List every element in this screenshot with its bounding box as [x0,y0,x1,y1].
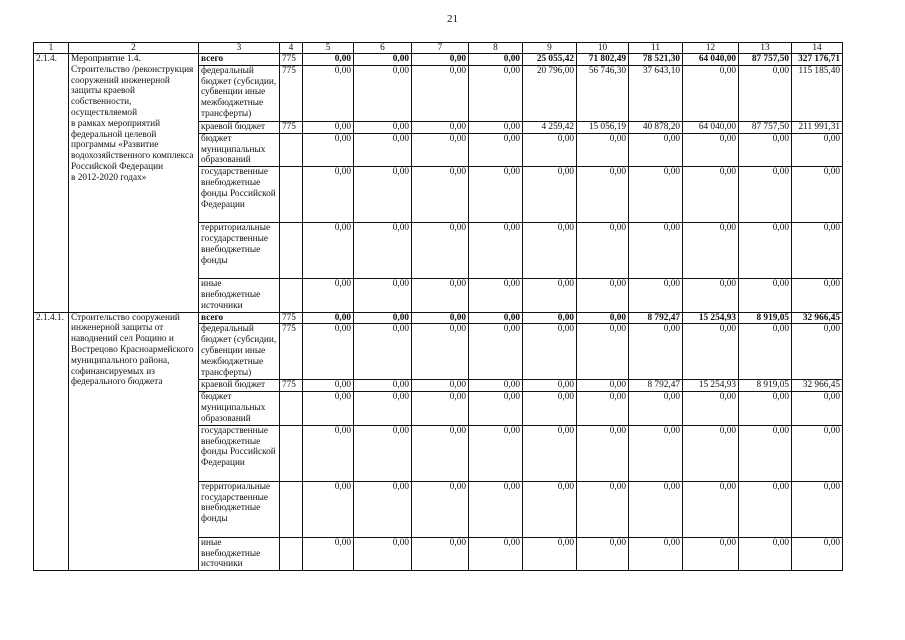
amount-cell: 0,00 [792,133,843,166]
amount-cell: 0,00 [739,425,792,481]
amount-cell: 0,00 [303,121,354,133]
amount-cell: 0,00 [469,54,523,66]
amount-cell: 0,00 [629,167,683,223]
column-number: 13 [739,43,792,54]
amount-cell: 211 991,31 [792,121,843,133]
funding-source: бюджет муниципальных образований [199,392,280,425]
amount-cell: 25 055,42 [523,54,577,66]
grbs-code [280,392,303,425]
amount-cell: 0,00 [792,167,843,223]
amount-cell: 0,00 [577,425,629,481]
amount-cell: 0,00 [303,425,354,481]
amount-cell: 0,00 [303,481,354,537]
amount-cell: 0,00 [469,324,523,380]
amount-cell: 0,00 [469,380,523,392]
amount-cell: 0,00 [303,312,354,324]
amount-cell: 87 757,50 [739,54,792,66]
amount-cell: 0,00 [469,425,523,481]
funding-source: всего [199,54,280,66]
amount-cell: 0,00 [412,223,469,279]
page-number: 21 [447,13,458,25]
amount-cell: 0,00 [523,133,577,166]
funding-source: государственные внебюджетные фонды Российской Федерации [199,167,280,223]
amount-cell: 0,00 [469,312,523,324]
amount-cell: 0,00 [354,425,412,481]
amount-cell: 71 802,49 [577,54,629,66]
amount-cell: 0,00 [354,324,412,380]
amount-cell: 0,00 [629,324,683,380]
amount-cell: 0,00 [683,223,739,279]
amount-cell: 0,00 [577,133,629,166]
funding-source: бюджет муниципальных образований [199,133,280,166]
amount-cell: 0,00 [683,279,739,312]
amount-cell: 0,00 [412,425,469,481]
amount-cell: 0,00 [303,65,354,121]
amount-cell: 0,00 [792,537,843,570]
table-row [34,312,843,324]
amount-cell: 0,00 [577,312,629,324]
amount-cell: 0,00 [412,312,469,324]
grbs-code [280,133,303,166]
amount-cell: 0,00 [354,54,412,66]
amount-cell: 0,00 [523,380,577,392]
grbs-code [280,425,303,481]
amount-cell: 327 176,71 [792,54,843,66]
amount-cell: 0,00 [469,133,523,166]
amount-cell: 0,00 [577,324,629,380]
amount-cell: 8 792,47 [629,380,683,392]
amount-cell: 0,00 [739,481,792,537]
amount-cell: 64 040,00 [683,54,739,66]
amount-cell: 0,00 [629,133,683,166]
amount-cell: 0,00 [683,133,739,166]
amount-cell: 37 643,10 [629,65,683,121]
amount-cell: 0,00 [469,481,523,537]
column-number: 11 [629,43,683,54]
amount-cell: 0,00 [354,223,412,279]
amount-cell: 8 919,05 [739,312,792,324]
amount-cell: 0,00 [354,167,412,223]
amount-cell: 0,00 [412,54,469,66]
amount-cell: 0,00 [303,392,354,425]
grbs-code: 775 [280,312,303,324]
column-number: 1 [34,43,69,54]
table-row [34,54,843,66]
item-code: 2.1.4.1. [34,312,69,571]
item-description: Строительство сооружений инженерной защиты от наводнений сел Рощино и Вострецово Красноармейского муниципального района, софинансируемых из федерального бюджета [69,312,199,571]
header-row [34,43,843,54]
amount-cell: 0,00 [683,65,739,121]
grbs-code [280,223,303,279]
item-code: 2.1.4. [34,54,69,313]
amount-cell: 0,00 [303,537,354,570]
column-number: 12 [683,43,739,54]
amount-cell: 0,00 [469,167,523,223]
amount-cell: 0,00 [523,223,577,279]
amount-cell: 115 185,40 [792,65,843,121]
amount-cell: 0,00 [354,65,412,121]
grbs-code [280,537,303,570]
amount-cell: 0,00 [577,380,629,392]
amount-cell: 0,00 [412,167,469,223]
amount-cell: 0,00 [523,279,577,312]
amount-cell: 0,00 [303,223,354,279]
amount-cell: 0,00 [629,392,683,425]
grbs-code: 775 [280,65,303,121]
amount-cell: 0,00 [523,392,577,425]
funding-source: федеральный бюджет (субсидии, субвенции иные межбюджетные трансферты) [199,324,280,380]
amount-cell: 20 796,00 [523,65,577,121]
amount-cell: 56 746,30 [577,65,629,121]
amount-cell: 0,00 [792,392,843,425]
amount-cell: 0,00 [354,312,412,324]
amount-cell: 0,00 [683,392,739,425]
amount-cell: 40 878,20 [629,121,683,133]
amount-cell: 0,00 [412,133,469,166]
amount-cell: 0,00 [739,392,792,425]
amount-cell: 0,00 [469,537,523,570]
amount-cell: 0,00 [792,279,843,312]
grbs-code [280,481,303,537]
column-number: 6 [354,43,412,54]
amount-cell: 0,00 [303,167,354,223]
amount-cell: 0,00 [412,324,469,380]
amount-cell: 0,00 [354,121,412,133]
amount-cell: 0,00 [412,121,469,133]
amount-cell: 0,00 [629,425,683,481]
amount-cell: 87 757,50 [739,121,792,133]
amount-cell: 0,00 [683,324,739,380]
amount-cell: 0,00 [739,537,792,570]
amount-cell: 0,00 [412,537,469,570]
amount-cell: 0,00 [354,133,412,166]
amount-cell: 0,00 [523,167,577,223]
amount-cell: 0,00 [354,481,412,537]
item-description: Мероприятие 1.4. Строительство /реконструкция сооружений инженерной защиты краевой собственности, осуществляемой в рамках мероприятий федеральной целевой программы «Развитие водохозяйственного комплекса Российской Федерации в 2012-2020 годах» [69,54,199,313]
funding-source: территориальные государственные внебюджетные фонды [199,481,280,537]
column-number: 4 [280,43,303,54]
column-number: 8 [469,43,523,54]
amount-cell: 0,00 [629,279,683,312]
amount-cell: 0,00 [469,65,523,121]
amount-cell: 0,00 [792,223,843,279]
amount-cell: 0,00 [469,392,523,425]
amount-cell: 0,00 [739,279,792,312]
grbs-code: 775 [280,324,303,380]
amount-cell: 0,00 [412,279,469,312]
amount-cell: 0,00 [469,223,523,279]
amount-cell: 4 259,42 [523,121,577,133]
amount-cell: 0,00 [683,167,739,223]
amount-cell: 0,00 [412,481,469,537]
amount-cell: 78 521,30 [629,54,683,66]
amount-cell: 32 966,45 [792,312,843,324]
amount-cell: 0,00 [523,481,577,537]
amount-cell: 0,00 [792,425,843,481]
funding-source: краевой бюджет [199,380,280,392]
amount-cell: 0,00 [354,380,412,392]
amount-cell: 0,00 [412,65,469,121]
funding-source: краевой бюджет [199,121,280,133]
amount-cell: 0,00 [523,312,577,324]
funding-source: федеральный бюджет (субсидии, субвенции иные межбюджетные трансферты) [199,65,280,121]
amount-cell: 0,00 [792,481,843,537]
grbs-code: 775 [280,121,303,133]
amount-cell: 0,00 [739,324,792,380]
amount-cell: 0,00 [303,324,354,380]
amount-cell: 0,00 [523,537,577,570]
amount-cell: 64 040,00 [683,121,739,133]
amount-cell: 0,00 [739,223,792,279]
amount-cell: 0,00 [629,481,683,537]
amount-cell: 0,00 [577,279,629,312]
grbs-code [280,167,303,223]
amount-cell: 0,00 [303,380,354,392]
column-number: 3 [199,43,280,54]
amount-cell: 8 792,47 [629,312,683,324]
funding-source: всего [199,312,280,324]
budget-table [33,42,843,571]
grbs-code [280,279,303,312]
amount-cell: 0,00 [683,537,739,570]
amount-cell: 15 254,93 [683,380,739,392]
amount-cell: 0,00 [303,54,354,66]
grbs-code: 775 [280,54,303,66]
amount-cell: 0,00 [739,167,792,223]
amount-cell: 0,00 [577,481,629,537]
amount-cell: 15 056,19 [577,121,629,133]
column-number: 10 [577,43,629,54]
grbs-code: 775 [280,380,303,392]
amount-cell: 0,00 [469,279,523,312]
amount-cell: 0,00 [577,167,629,223]
amount-cell: 0,00 [629,223,683,279]
amount-cell: 0,00 [739,65,792,121]
amount-cell: 15 254,93 [683,312,739,324]
amount-cell: 0,00 [523,425,577,481]
amount-cell: 0,00 [523,324,577,380]
amount-cell: 0,00 [739,133,792,166]
amount-cell: 0,00 [303,133,354,166]
funding-source: иные внебюджетные источники [199,279,280,312]
amount-cell: 0,00 [792,324,843,380]
funding-source: государственные внебюджетные фонды Российской Федерации [199,425,280,481]
amount-cell: 0,00 [303,279,354,312]
amount-cell: 0,00 [354,279,412,312]
amount-cell: 0,00 [354,537,412,570]
amount-cell: 0,00 [412,380,469,392]
amount-cell: 0,00 [683,481,739,537]
amount-cell: 0,00 [577,537,629,570]
column-number: 7 [412,43,469,54]
column-number: 5 [303,43,354,54]
column-number: 14 [792,43,843,54]
amount-cell: 0,00 [469,121,523,133]
amount-cell: 32 966,45 [792,380,843,392]
amount-cell: 0,00 [354,392,412,425]
amount-cell: 0,00 [577,223,629,279]
amount-cell: 0,00 [683,425,739,481]
amount-cell: 0,00 [629,537,683,570]
funding-source: территориальные государственные внебюджетные фонды [199,223,280,279]
amount-cell: 8 919,05 [739,380,792,392]
funding-source: иные внебюджетные источники [199,537,280,570]
column-number: 9 [523,43,577,54]
column-number: 2 [69,43,199,54]
amount-cell: 0,00 [412,392,469,425]
amount-cell: 0,00 [577,392,629,425]
